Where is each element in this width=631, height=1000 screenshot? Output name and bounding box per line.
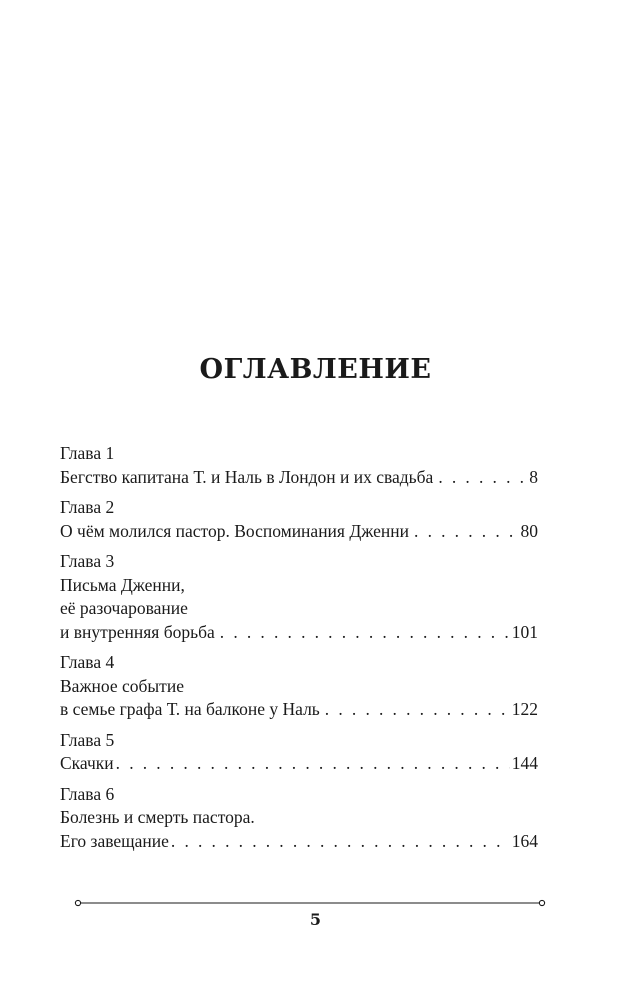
dot-leader xyxy=(438,466,527,490)
page-number: 101 xyxy=(511,621,538,642)
dot-leader xyxy=(414,520,518,544)
dot-leader xyxy=(325,698,510,722)
dot-leader xyxy=(171,830,510,854)
toc-line xyxy=(60,520,538,544)
chapter-title: О чём молился пастор. Воспоминания Дженни xyxy=(60,520,410,541)
chapter-title: и внутренняя борьба xyxy=(60,621,215,642)
toc-line xyxy=(60,466,538,490)
page-number: 144 xyxy=(511,753,538,773)
chapter-title: Скачки xyxy=(60,753,114,773)
table-of-contents xyxy=(60,442,538,860)
toc-entry-chapter-6 xyxy=(60,783,538,854)
chapter-title: в семье графа Т. на балконе у Наль xyxy=(60,699,320,719)
toc-entry-chapter-2 xyxy=(60,496,538,543)
chapter-label: Глава 6 xyxy=(60,783,115,804)
chapter-title-line: Письма Дженни, xyxy=(60,574,185,595)
page-title: ОГЛАВЛЕНИЕ xyxy=(199,354,432,385)
chapter-title-line: Болезнь и смерть пастора. xyxy=(60,807,255,827)
page-number: 80 xyxy=(520,520,538,541)
chapter-title: Его завещание xyxy=(60,830,169,851)
toc-entry-chapter-1 xyxy=(60,442,538,489)
chapter-title: Бегство капитана Т. и Наль в Лондон и их свадьба xyxy=(60,466,434,487)
footer-rule xyxy=(74,897,546,909)
toc-entry-chapter-3 xyxy=(60,550,538,644)
ornament-circle-left xyxy=(75,900,80,905)
ornament-circle-right xyxy=(539,900,544,905)
toc-entry-chapter-4 xyxy=(60,651,538,722)
chapter-label: Глава 4 xyxy=(60,652,115,672)
toc-line xyxy=(60,752,538,776)
toc-line xyxy=(60,698,538,722)
chapter-label: Глава 5 xyxy=(60,729,115,750)
page-number-folio: 5 xyxy=(309,910,322,929)
dot-leader xyxy=(220,621,510,645)
chapter-label: Глава 3 xyxy=(60,551,115,571)
page-number: 122 xyxy=(511,699,538,719)
toc-line xyxy=(60,621,538,645)
chapter-label: Глава 2 xyxy=(60,497,115,517)
chapter-title-line: Важное событие xyxy=(60,675,184,696)
toc-entry-chapter-5 xyxy=(60,729,538,776)
dot-leader xyxy=(116,752,510,776)
chapter-label: Глава 1 xyxy=(60,443,115,463)
chapter-title-line: её разочарование xyxy=(60,598,188,618)
page-number: 8 xyxy=(529,466,538,487)
toc-line xyxy=(60,830,538,854)
page-number: 164 xyxy=(511,830,538,851)
